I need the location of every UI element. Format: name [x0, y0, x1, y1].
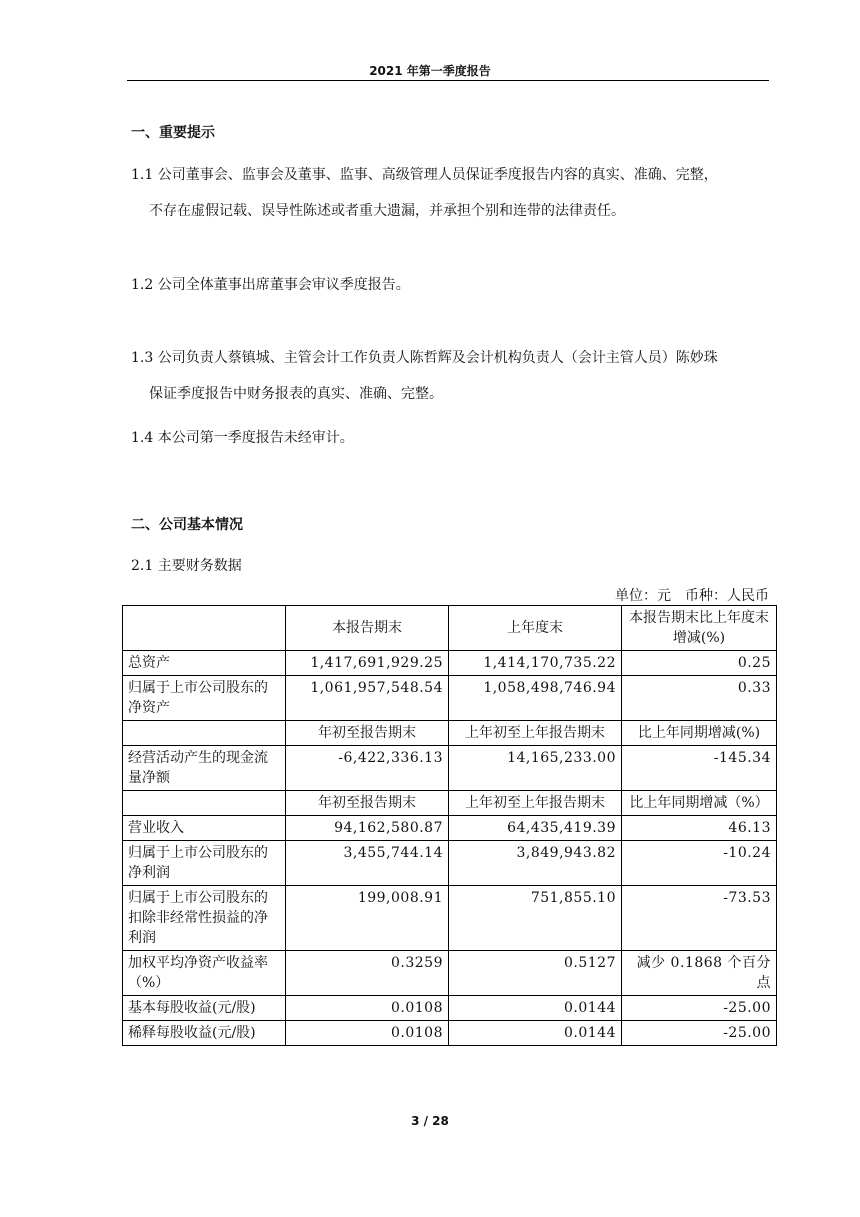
value-cell: 0.5127 — [449, 951, 622, 996]
value-cell: 3,455,744.14 — [286, 841, 449, 886]
value-cell: 1,061,957,548.54 — [286, 676, 449, 721]
row-label-cell: 归属于上市公司股东的净资产 — [123, 676, 286, 721]
value-cell: -145.34 — [622, 746, 777, 791]
value-cell: -6,422,336.13 — [286, 746, 449, 791]
value-cell: 1,417,691,929.25 — [286, 651, 449, 676]
value-cell: 199,008.91 — [286, 886, 449, 951]
table-header-cell: 年初至报告期末 — [286, 791, 449, 816]
table-header-cell: 本报告期末比上年度末增减(%) — [622, 606, 777, 651]
value-cell: 0.0144 — [449, 996, 622, 1021]
table-row — [123, 746, 777, 791]
value-cell: -25.00 — [622, 996, 777, 1021]
table-row — [123, 816, 777, 841]
row-label-cell: 经营活动产生的现金流量净额 — [123, 746, 286, 791]
row-label-cell: 稀释每股收益(元/股) — [123, 1021, 286, 1046]
table-row — [123, 676, 777, 721]
unit-currency-note: 单位：元 币种：人民币 — [615, 588, 769, 604]
item-1-3-line1: 1.3 公司负责人蔡镇城、主管会计工作负责人陈哲辉及会计机构负责人（会计主管人员）陈妙珠 — [131, 350, 718, 366]
table-header-row — [123, 606, 777, 651]
table-row — [123, 996, 777, 1021]
table-header-cell: 本报告期末 — [286, 606, 449, 651]
row-label-cell: 基本每股收益(元/股) — [123, 996, 286, 1021]
table-header-cell: 比上年同期增减（%） — [622, 791, 777, 816]
value-cell: 751,855.10 — [449, 886, 622, 951]
value-cell: 减少 0.1868 个百分点 — [622, 951, 777, 996]
header-divider — [127, 80, 769, 81]
value-cell: -73.53 — [622, 886, 777, 951]
table-row — [123, 651, 777, 676]
value-cell: 0.0108 — [286, 1021, 449, 1046]
value-cell: 0.33 — [622, 676, 777, 721]
subsection-2-1: 2.1 主要财务数据 — [131, 558, 242, 574]
value-cell: 64,435,419.39 — [449, 816, 622, 841]
value-cell: 0.0108 — [286, 996, 449, 1021]
table-header-cell: 比上年同期增减(%) — [622, 721, 777, 746]
value-cell: 0.0144 — [449, 1021, 622, 1046]
value-cell: 3,849,943.82 — [449, 841, 622, 886]
table-row — [123, 841, 777, 886]
table-header-cell — [123, 721, 286, 746]
value-cell: 1,058,498,746.94 — [449, 676, 622, 721]
row-label-cell: 总资产 — [123, 651, 286, 676]
financial-data-table — [122, 605, 777, 1046]
table-header-cell: 年初至报告期末 — [286, 721, 449, 746]
item-1-3-line2: 保证季度报告中财务报表的真实、准确、完整。 — [149, 386, 443, 402]
page-number: 3 / 28 — [411, 1114, 449, 1128]
table-row — [123, 1021, 777, 1046]
item-1-1-line2: 不存在虚假记载、误导性陈述或者重大遗漏，并承担个别和连带的法律责任。 — [149, 203, 625, 219]
table-row — [123, 886, 777, 951]
table-header-cell: 上年初至上年报告期末 — [449, 791, 622, 816]
row-label-cell: 加权平均净资产收益率（%） — [123, 951, 286, 996]
value-cell: -25.00 — [622, 1021, 777, 1046]
value-cell: 94,162,580.87 — [286, 816, 449, 841]
item-1-2: 1.2 公司全体董事出席董事会审议季度报告。 — [131, 277, 410, 293]
table-header-cell: 上年度末 — [449, 606, 622, 651]
item-1-4: 1.4 本公司第一季度报告未经审计。 — [131, 430, 354, 446]
table-header-cell: 上年初至上年报告期末 — [449, 721, 622, 746]
report-header-title: 2021 年第一季度报告 — [369, 64, 491, 78]
item-1-1-line1: 1.1 公司董事会、监事会及董事、监事、高级管理人员保证季度报告内容的真实、准确、完整， — [131, 167, 718, 183]
section-1-heading: 一、重要提示 — [131, 125, 215, 141]
row-label-cell: 归属于上市公司股东的净利润 — [123, 841, 286, 886]
value-cell: -10.24 — [622, 841, 777, 886]
section-2-heading: 二、公司基本情况 — [131, 517, 243, 533]
value-cell: 0.25 — [622, 651, 777, 676]
table-header-row — [123, 791, 777, 816]
value-cell: 14,165,233.00 — [449, 746, 622, 791]
value-cell: 46.13 — [622, 816, 777, 841]
table-row — [123, 951, 777, 996]
table-header-cell — [123, 791, 286, 816]
table-header-row — [123, 721, 777, 746]
value-cell: 1,414,170,735.22 — [449, 651, 622, 676]
table-header-cell — [123, 606, 286, 651]
row-label-cell: 营业收入 — [123, 816, 286, 841]
row-label-cell: 归属于上市公司股东的扣除非经常性损益的净利润 — [123, 886, 286, 951]
value-cell: 0.3259 — [286, 951, 449, 996]
